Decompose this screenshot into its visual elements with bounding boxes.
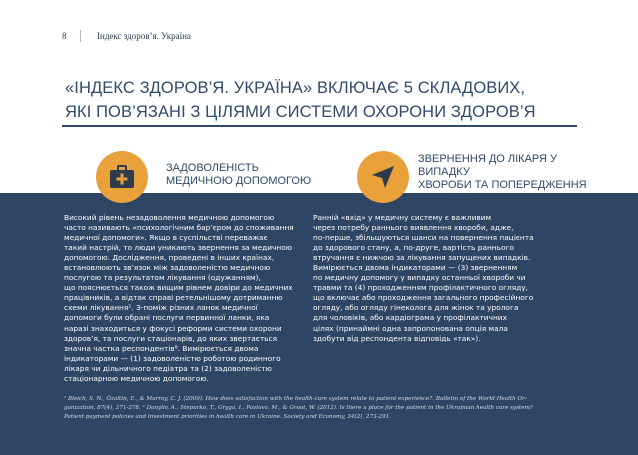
text-line: огляду, або огляду гінеколога для жінок та уролога <box>313 303 519 313</box>
text-line: наразі знаходиться у фокусі реформи системи охорони <box>64 323 282 333</box>
text-line: через потребу раннього виявлення хвороби, адже, <box>313 223 514 233</box>
header-divider <box>80 30 81 42</box>
text-line: втручання є нижчою за лікування запущених випадків. <box>313 253 531 263</box>
page-header <box>62 29 191 43</box>
text-line: Високий рівень незадоволення медичною допомогою <box>64 213 275 222</box>
text-line: значна частка респондентів⁸. Вимірюється двома <box>64 343 259 353</box>
title-line: «ІНДЕКС ЗДОРОВ’Я. УКРАЇНА» ВКЛЮЧАЄ 5 СКЛАДОВИХ, <box>65 79 526 97</box>
text-line: стаціонарною медичною допомогою. <box>64 373 209 383</box>
text-line: лікаря чи дільничного педіатра та (2) задоволеністю <box>64 363 272 373</box>
text-line: цілях (принаймні одна запропонована опція мала <box>313 323 508 333</box>
text-line: що пояснюється також вищим рівнем довіри до медичних <box>64 283 293 293</box>
text-line: працівників, а відтак справі ретельнішому дотриманню <box>64 293 283 303</box>
page-title <box>65 76 585 124</box>
text-line: медичної допомоги». Якщо в суспільстві переважає <box>64 233 268 243</box>
text-line: Ранній «вхід» у медичну систему є важливим <box>313 213 492 222</box>
doctor-visit-paragraph <box>313 213 573 344</box>
footnote-line: Patient payment policies and investment priorities in health care in Ukraine. Society and Economy, 34(2), 273-291. <box>64 414 391 420</box>
label-line: ХВОРОБИ ТА ПОПЕРЕДЖЕННЯ <box>418 179 587 191</box>
page-number: 8 <box>62 31 67 41</box>
label-line: МЕДИЧНОЮ ДОПОМОГОЮ <box>166 175 312 187</box>
title-rule <box>62 125 577 127</box>
satisfaction-paragraph <box>64 213 302 384</box>
title-line: ЯКІ ПОВ’ЯЗАНІ З ЦІЛЯМИ СИСТЕМИ ОХОРОНИ ЗДОРОВ’Я <box>65 103 536 121</box>
text-line: по-перше, збільшуються шанси на повернення пацієнта <box>313 233 534 243</box>
footnote-line: ganization, 87(4), 271-278. ² Danyliv, A., Stepurko, T., Gryga, I., Pavlova, M., & Groot, W. (2012). Is there a place for the patient in the Ukrainian health care system? <box>64 405 533 411</box>
text-line: часто називають «психологічним бар’єром до споживання <box>64 223 294 233</box>
label-line: ЗВЕРНЕННЯ ДО ЛІКАРЯ У ВИПАДКУ <box>418 153 557 178</box>
text-line: що включає або проходження загального професійного <box>313 293 534 303</box>
text-line: послугою та результатом лікування (одужанням), <box>64 273 261 283</box>
text-line: Вимірюється двома індикаторами — (3) зверненням <box>313 263 518 273</box>
footnote-line: ¹ Bleich, S. N., Özaltin, E., & Murray, C. J. (2009). How does satisfaction with the health-care system relate to patient experience?. Bulletin of the World Health Or- <box>64 396 527 402</box>
text-line: здобути від респондента відповідь «так»). <box>313 333 481 343</box>
label-line: ЗАДОВОЛЕНІСТЬ <box>166 162 259 174</box>
medical-kit-icon <box>96 151 148 203</box>
text-line: здоров’я, та послуги стаціонарів, до яких звертається <box>64 333 278 343</box>
running-title: Індекс здоров’я. Україна <box>97 31 191 41</box>
doctor-visit-section-label <box>418 153 593 205</box>
text-line: травми та (4) проходженням профілактичного огляду, <box>313 283 529 293</box>
label-line: ХВОРОБИ <box>418 192 472 204</box>
text-line: встановлюють зв’язок між задоволеністю медичною <box>64 263 271 273</box>
navigation-arrow-icon <box>357 151 409 203</box>
text-line: такий настрій, то люди уникають звернення за медичною <box>64 243 292 253</box>
text-line: схеми лікування¹. З-поміж різних ланок медичної <box>64 303 258 313</box>
footnotes <box>64 395 579 422</box>
text-line: по медичну допомогу у випадку останньої хвороби чи <box>313 273 526 283</box>
text-line: індикаторами — (1) задоволеністю роботою родинного <box>64 353 281 363</box>
text-line: до здорового стану, а, по-друге, вартість раннього <box>313 243 514 253</box>
text-line: допомогою. Дослідження, проведені в інших країнах, <box>64 253 275 263</box>
text-line: для чоловіків, або кардіограма у профілактичних <box>313 313 507 323</box>
text-line: допомоги були обрані послуги первинної ланки, яка <box>64 313 270 323</box>
satisfaction-section-label <box>166 162 336 188</box>
